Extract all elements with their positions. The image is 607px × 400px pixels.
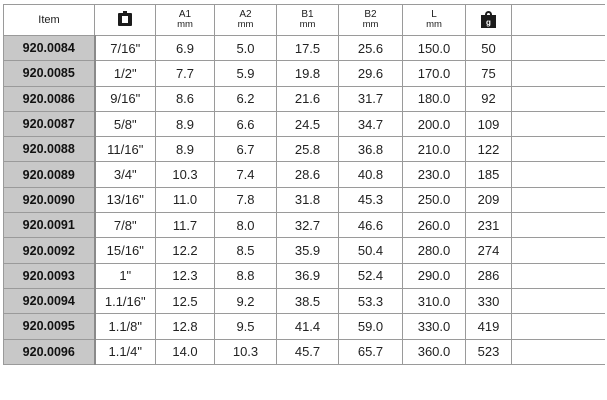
b2-label: B2 xyxy=(364,9,377,20)
size-cell: 13/16" xyxy=(95,187,156,212)
table-row xyxy=(4,314,605,339)
empty-cell xyxy=(512,263,605,288)
b1-cell: 24.5 xyxy=(277,111,339,136)
b1-cell: 21.6 xyxy=(277,86,339,111)
a1-cell: 11.0 xyxy=(156,187,215,212)
a2-cell: 6.7 xyxy=(215,137,277,162)
empty-cell xyxy=(512,111,605,136)
a2-cell: 5.9 xyxy=(215,61,277,86)
a2-cell: 8.8 xyxy=(215,263,277,288)
a2-cell: 8.5 xyxy=(215,238,277,263)
a1-cell: 14.0 xyxy=(156,339,215,364)
b1-unit: mm xyxy=(299,19,316,30)
weight-cell: 330 xyxy=(466,288,512,313)
table-row xyxy=(4,238,605,263)
b1-cell: 25.8 xyxy=(277,137,339,162)
size-cell: 7/16" xyxy=(95,36,156,61)
weight-column-header xyxy=(466,5,512,36)
empty-cell xyxy=(512,213,605,238)
weight-icon xyxy=(481,11,496,28)
item-number-cell: 920.0088 xyxy=(4,137,95,162)
b1-cell: 38.5 xyxy=(277,288,339,313)
a1-cell: 8.9 xyxy=(156,137,215,162)
size-cell: 1/2" xyxy=(95,61,156,86)
a1-cell: 8.6 xyxy=(156,86,215,111)
b2-cell: 31.7 xyxy=(339,86,403,111)
item-number-cell: 920.0084 xyxy=(4,36,95,61)
b2-unit: mm xyxy=(362,19,379,30)
table-row xyxy=(4,263,605,288)
weight-cell: 50 xyxy=(466,36,512,61)
b2-cell: 40.8 xyxy=(339,162,403,187)
b2-cell: 50.4 xyxy=(339,238,403,263)
size-cell: 1.1/8" xyxy=(95,314,156,339)
size-column-header xyxy=(95,5,156,36)
length-cell: 250.0 xyxy=(403,187,466,212)
socket-size-icon xyxy=(118,13,132,26)
table-row xyxy=(4,36,605,61)
b1-cell: 41.4 xyxy=(277,314,339,339)
b2-cell: 46.6 xyxy=(339,213,403,238)
spec-table-container xyxy=(3,4,604,365)
size-cell: 11/16" xyxy=(95,137,156,162)
empty-cell xyxy=(512,61,605,86)
empty-cell xyxy=(512,314,605,339)
length-cell: 200.0 xyxy=(403,111,466,136)
a2-cell: 9.5 xyxy=(215,314,277,339)
b1-cell: 35.9 xyxy=(277,238,339,263)
size-cell: 3/4" xyxy=(95,162,156,187)
a2-unit: mm xyxy=(237,19,254,30)
b2-cell: 29.6 xyxy=(339,61,403,86)
a1-column-header xyxy=(156,5,215,36)
length-cell: 290.0 xyxy=(403,263,466,288)
a2-cell: 6.2 xyxy=(215,86,277,111)
weight-cell: 286 xyxy=(466,263,512,288)
item-number-cell: 920.0094 xyxy=(4,288,95,313)
weight-cell: 185 xyxy=(466,162,512,187)
size-cell: 1" xyxy=(95,263,156,288)
table-row xyxy=(4,187,605,212)
b1-cell: 31.8 xyxy=(277,187,339,212)
item-number-cell: 920.0095 xyxy=(4,314,95,339)
item-number-cell: 920.0096 xyxy=(4,339,95,364)
weight-cell: 231 xyxy=(466,213,512,238)
size-cell: 15/16" xyxy=(95,238,156,263)
weight-unit: g xyxy=(481,15,496,28)
empty-cell xyxy=(512,339,605,364)
length-cell: 150.0 xyxy=(403,36,466,61)
empty-cell xyxy=(512,86,605,111)
a1-cell: 11.7 xyxy=(156,213,215,238)
size-cell: 1.1/4" xyxy=(95,339,156,364)
empty-cell xyxy=(512,288,605,313)
table-row xyxy=(4,61,605,86)
empty-cell xyxy=(512,238,605,263)
weight-cell: 209 xyxy=(466,187,512,212)
b1-cell: 45.7 xyxy=(277,339,339,364)
l-column-header xyxy=(403,5,466,36)
a2-cell: 6.6 xyxy=(215,111,277,136)
b2-column-header xyxy=(339,5,403,36)
table-row xyxy=(4,86,605,111)
a2-cell: 7.4 xyxy=(215,162,277,187)
b2-cell: 36.8 xyxy=(339,137,403,162)
a1-cell: 12.5 xyxy=(156,288,215,313)
spec-table xyxy=(3,4,605,365)
empty-cell xyxy=(512,187,605,212)
table-row xyxy=(4,288,605,313)
length-cell: 280.0 xyxy=(403,238,466,263)
empty-column-header xyxy=(512,5,605,36)
b1-cell: 36.9 xyxy=(277,263,339,288)
b1-column-header xyxy=(277,5,339,36)
size-cell: 9/16" xyxy=(95,86,156,111)
b1-label: B1 xyxy=(301,9,314,20)
empty-cell xyxy=(512,36,605,61)
a1-cell: 10.3 xyxy=(156,162,215,187)
item-number-cell: 920.0089 xyxy=(4,162,95,187)
b1-cell: 17.5 xyxy=(277,36,339,61)
weight-cell: 419 xyxy=(466,314,512,339)
b2-cell: 53.3 xyxy=(339,288,403,313)
b2-cell: 45.3 xyxy=(339,187,403,212)
item-number-cell: 920.0091 xyxy=(4,213,95,238)
b2-cell: 34.7 xyxy=(339,111,403,136)
a1-cell: 12.2 xyxy=(156,238,215,263)
item-number-cell: 920.0086 xyxy=(4,86,95,111)
a1-cell: 12.8 xyxy=(156,314,215,339)
a1-cell: 8.9 xyxy=(156,111,215,136)
length-cell: 170.0 xyxy=(403,61,466,86)
a1-cell: 12.3 xyxy=(156,263,215,288)
item-number-cell: 920.0092 xyxy=(4,238,95,263)
l-label: L xyxy=(431,9,437,20)
empty-cell xyxy=(512,162,605,187)
a1-cell: 7.7 xyxy=(156,61,215,86)
size-cell: 5/8" xyxy=(95,111,156,136)
weight-cell: 109 xyxy=(466,111,512,136)
b1-cell: 19.8 xyxy=(277,61,339,86)
weight-cell: 274 xyxy=(466,238,512,263)
b2-cell: 52.4 xyxy=(339,263,403,288)
item-column-header: Item xyxy=(4,5,95,36)
b1-cell: 32.7 xyxy=(277,213,339,238)
table-row xyxy=(4,111,605,136)
table-body xyxy=(4,36,605,365)
table-row xyxy=(4,137,605,162)
header-row xyxy=(4,5,605,36)
length-cell: 330.0 xyxy=(403,314,466,339)
item-number-cell: 920.0090 xyxy=(4,187,95,212)
a2-cell: 10.3 xyxy=(215,339,277,364)
length-cell: 230.0 xyxy=(403,162,466,187)
item-number-cell: 920.0087 xyxy=(4,111,95,136)
length-cell: 260.0 xyxy=(403,213,466,238)
item-number-cell: 920.0093 xyxy=(4,263,95,288)
size-cell: 1.1/16" xyxy=(95,288,156,313)
length-cell: 210.0 xyxy=(403,137,466,162)
item-number-cell: 920.0085 xyxy=(4,61,95,86)
length-cell: 310.0 xyxy=(403,288,466,313)
b2-cell: 65.7 xyxy=(339,339,403,364)
a2-cell: 7.8 xyxy=(215,187,277,212)
table-row xyxy=(4,339,605,364)
empty-cell xyxy=(512,137,605,162)
weight-cell: 92 xyxy=(466,86,512,111)
b2-cell: 59.0 xyxy=(339,314,403,339)
a2-cell: 9.2 xyxy=(215,288,277,313)
a2-label: A2 xyxy=(239,9,252,20)
length-cell: 360.0 xyxy=(403,339,466,364)
a1-unit: mm xyxy=(177,19,193,30)
a1-label: A1 xyxy=(178,9,192,20)
a1-cell: 6.9 xyxy=(156,36,215,61)
weight-cell: 523 xyxy=(466,339,512,364)
weight-cell: 122 xyxy=(466,137,512,162)
l-unit: mm xyxy=(426,19,442,30)
a2-cell: 5.0 xyxy=(215,36,277,61)
b1-cell: 28.6 xyxy=(277,162,339,187)
length-cell: 180.0 xyxy=(403,86,466,111)
a2-cell: 8.0 xyxy=(215,213,277,238)
table-row xyxy=(4,213,605,238)
a2-column-header xyxy=(215,5,277,36)
size-cell: 7/8" xyxy=(95,213,156,238)
weight-cell: 75 xyxy=(466,61,512,86)
table-row xyxy=(4,162,605,187)
b2-cell: 25.6 xyxy=(339,36,403,61)
